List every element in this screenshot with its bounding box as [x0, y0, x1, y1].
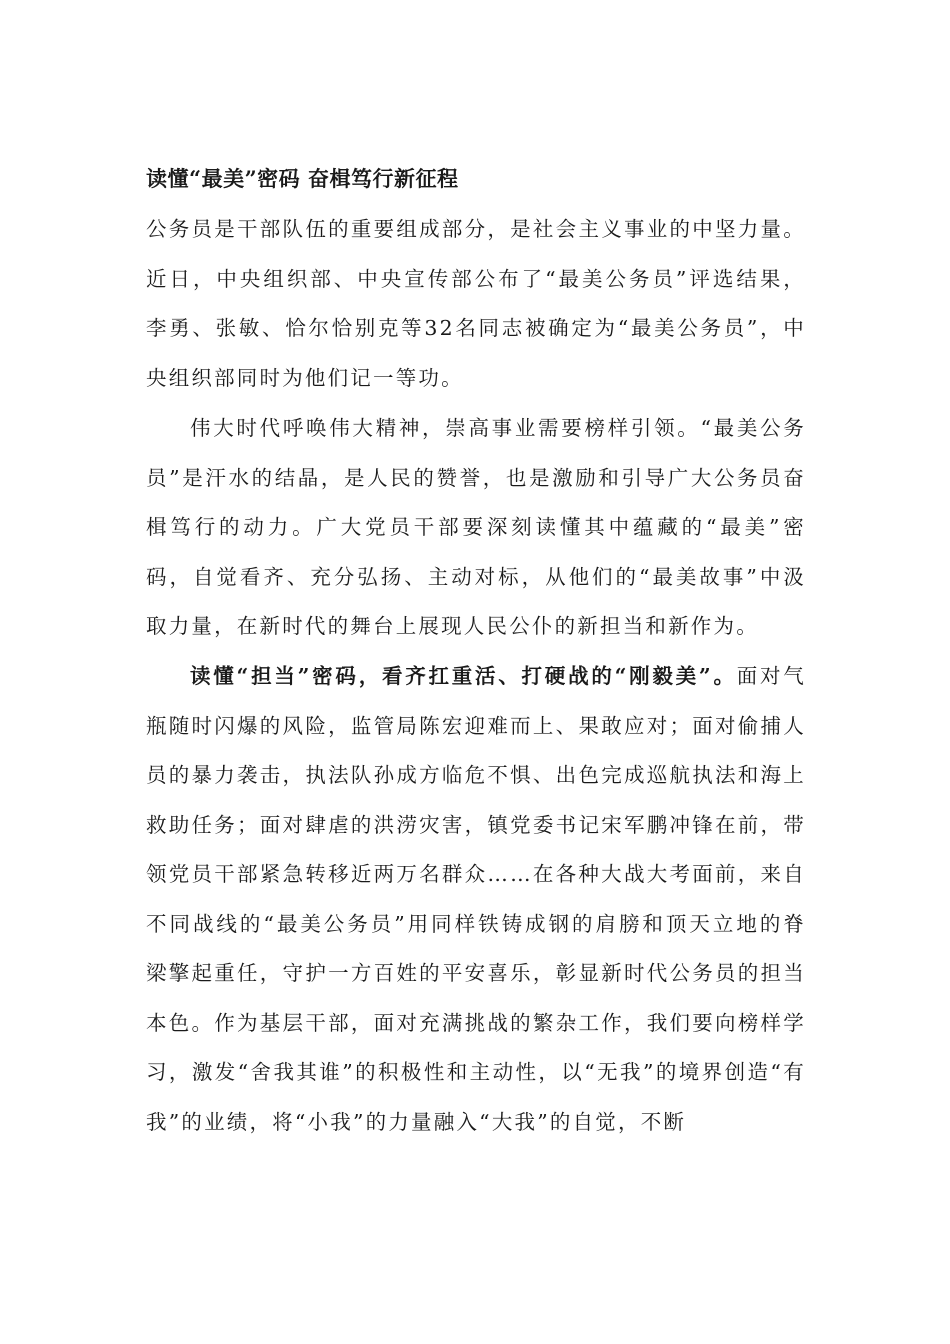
- paragraph-body-text: 面对气瓶随时闪爆的风险，监管局陈宏迎难而上、果敢应对；面对偷捕人员的暴力袭击，执法队孙成方临危不惧、出色完成巡航执法和海上救助任务；面对肆虐的洪涝灾害，镇党委书记宋军鹏冲锋在前，带领党员干部紧急转移近两万名群众……在各种大战大考面前，来自不同战线的“最美公务员”用同样铁铸成钢的肩膀和顶天立地的脊梁擎起重任，守护一方百姓的平安喜乐，彰显新时代公务员的担当本色。作为基层干部，面对充满挑战的繁杂工作，我们要向榜样学习，激发“舍我其谁”的积极性和主动性，以“无我”的境界创造“有我”的业绩，将“小我”的力量融入“大我”的自觉，不断: [146, 664, 806, 1134]
- paragraph-intro: 公务员是干部队伍的重要组成部分，是社会主义事业的中坚力量。近日，中央组织部、中央宣传部公布了“最美公务员”评选结果，李勇、张敏、恰尔恰别克等32名同志被确定为“最美公务员”，中央组织部同时为他们记一等功。: [146, 217, 806, 390]
- paragraph-lead-heading: 读懂“担当”密码，看齐扛重活、打硬战的“刚毅美”。: [190, 664, 737, 688]
- paragraph-era-spirit: 伟大时代呼唤伟大精神，崇高事业需要榜样引领。“最美公务员”是汗水的结晶，是人民的赞誉，也是激励和引导广大公务员奋楫笃行的动力。广大党员干部要深刻读懂其中蕴藏的“最美”密码，自觉看齐、充分弘扬、主动对标，从他们的“最美故事”中汲取力量，在新时代的舞台上展现人民公仆的新担当和新作为。: [146, 416, 806, 638]
- article-title: 读懂“最美”密码 奋楫笃行新征程: [146, 166, 459, 191]
- paragraph-responsibility: [146, 652, 806, 1147]
